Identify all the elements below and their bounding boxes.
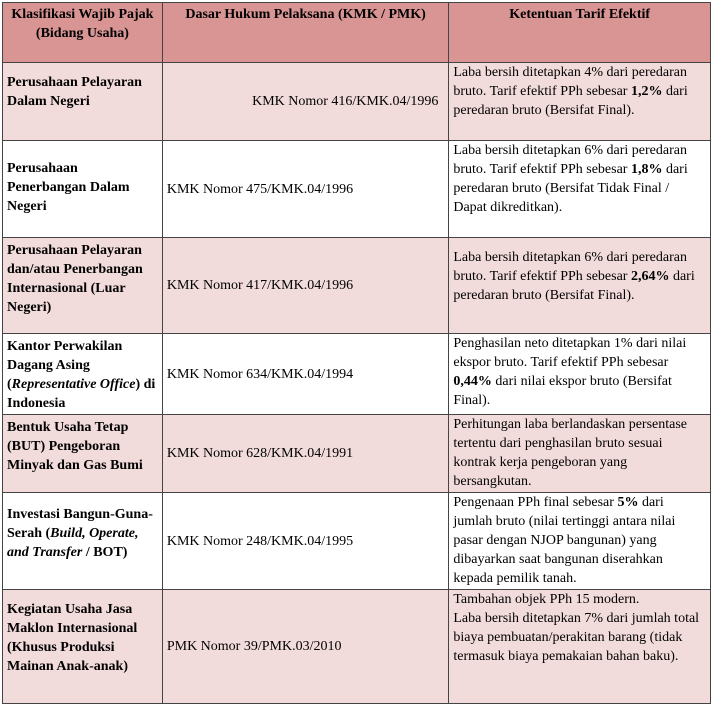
table-row xyxy=(3,238,711,334)
cell-ketentuan-tarif: Laba bersih ditetapkan 6% dari peredaran bruto. Tarif efektif PPh sebesar 2,64% dari peredaran bruto (Bersifat Final). xyxy=(449,238,711,334)
cell-ketentuan-tarif: Pengenaan PPh final sebesar 5% dari jumlah bruto (nilai tertinggi antara nilai pasar dengan NJOP bangunan) yang dibayarkan saat bangunan diserahkan kepada pemilik tanah. xyxy=(449,493,711,590)
cell-dasar-hukum: KMK Nomor 634/KMK.04/1994 xyxy=(162,334,449,415)
cell-dasar-hukum: PMK Nomor 39/PMK.03/2010 xyxy=(162,590,449,704)
cell-klasifikasi: Kantor Perwakilan Dagang Asing (Representative Office) di Indonesia xyxy=(3,334,163,415)
cell-klasifikasi: Perusahaan Pelayaran dan/atau Penerbangan Internasional (Luar Negeri) xyxy=(3,238,163,334)
cell-ketentuan-tarif: Perhitungan laba berlandaskan persentase tertentu dari penghasilan bruto sesuai kontrak kerja pengeboran yang bersangkutan. xyxy=(449,415,711,493)
tax-rate-table xyxy=(2,2,711,704)
cell-klasifikasi: Perusahaan Penerbangan Dalam Negeri xyxy=(3,141,163,238)
cell-dasar-hukum: KMK Nomor 416/KMK.04/1996 xyxy=(162,63,449,141)
cell-klasifikasi: Investasi Bangun-Guna-Serah (Build, Operate, and Transfer / BOT) xyxy=(3,493,163,590)
cell-ketentuan-tarif: Laba bersih ditetapkan 6% dari peredaran bruto. Tarif efektif PPh sebesar 1,8% dari peredaran bruto (Bersifat Tidak Final / Dapat dikreditkan). xyxy=(449,141,711,238)
table-row xyxy=(3,334,711,415)
cell-klasifikasi: Perusahaan Pelayaran Dalam Negeri xyxy=(3,63,163,141)
cell-ketentuan-tarif: Penghasilan neto ditetapkan 1% dari nilai ekspor bruto. Tarif efektif PPh sebesar 0,44% dari nilai ekspor bruto (Bersifat Final). xyxy=(449,334,711,415)
cell-dasar-hukum: KMK Nomor 475/KMK.04/1996 xyxy=(162,141,449,238)
cell-dasar-hukum: KMK Nomor 417/KMK.04/1996 xyxy=(162,238,449,334)
table-row xyxy=(3,493,711,590)
table-header-row xyxy=(3,3,711,63)
table-row xyxy=(3,590,711,704)
table-row xyxy=(3,141,711,238)
header-klasifikasi: Klasifikasi Wajib Pajak (Bidang Usaha) xyxy=(3,3,163,63)
cell-dasar-hukum: KMK Nomor 628/KMK.04/1991 xyxy=(162,415,449,493)
header-dasar-hukum: Dasar Hukum Pelaksana (KMK / PMK) xyxy=(162,3,449,63)
table-row xyxy=(3,63,711,141)
table-row xyxy=(3,415,711,493)
cell-klasifikasi: Kegiatan Usaha Jasa Maklon Internasional (Khusus Produksi Mainan Anak-anak) xyxy=(3,590,163,704)
cell-ketentuan-tarif: Tambahan objek PPh 15 modern. Laba bersih ditetapkan 7% dari jumlah total biaya pembuatan/perakitan barang (tidak termasuk biaya pemakaian bahan baku). xyxy=(449,590,711,704)
header-ketentuan-tarif: Ketentuan Tarif Efektif xyxy=(449,3,711,63)
cell-ketentuan-tarif: Laba bersih ditetapkan 4% dari peredaran bruto. Tarif efektif PPh sebesar 1,2% dari peredaran bruto (Bersifat Final). xyxy=(449,63,711,141)
cell-klasifikasi: Bentuk Usaha Tetap (BUT) Pengeboran Minyak dan Gas Bumi xyxy=(3,415,163,493)
cell-dasar-hukum: KMK Nomor 248/KMK.04/1995 xyxy=(162,493,449,590)
